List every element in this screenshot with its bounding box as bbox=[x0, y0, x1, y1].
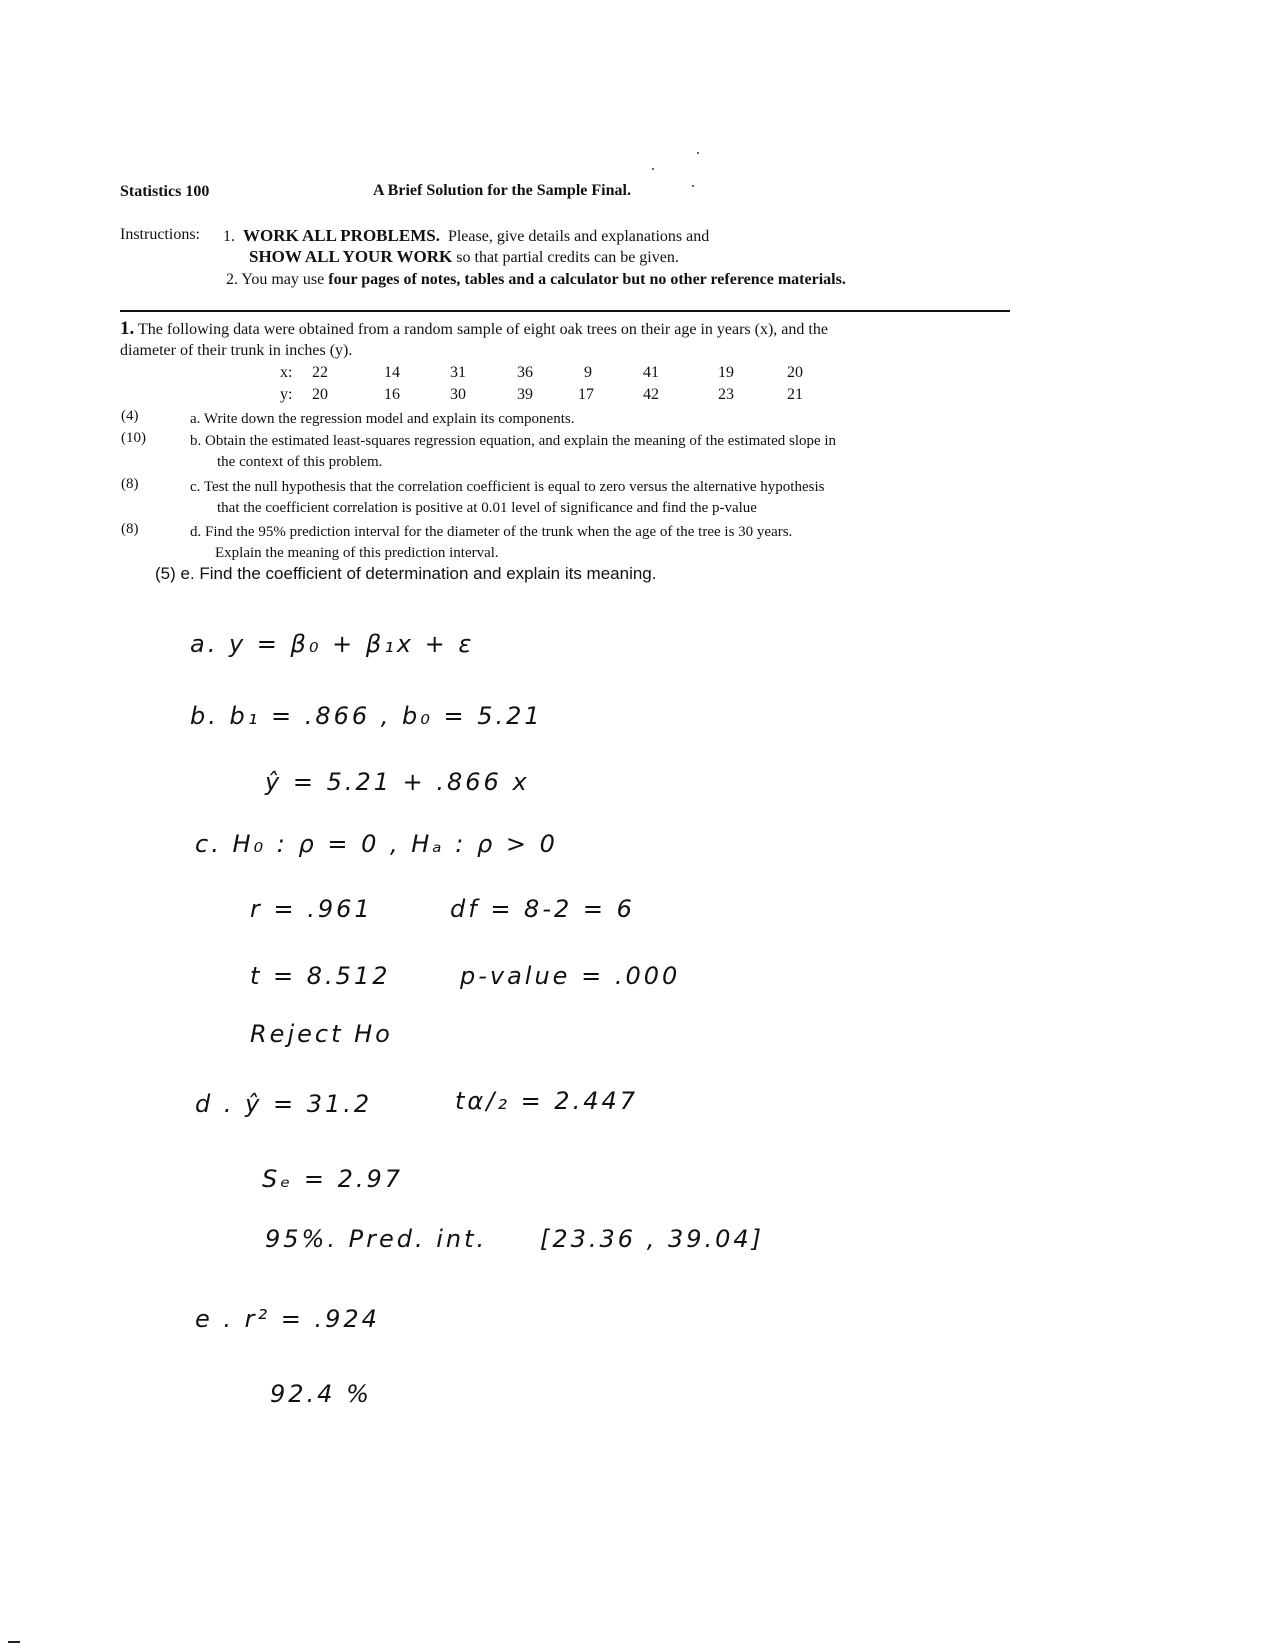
x-value: 36 bbox=[517, 364, 533, 381]
x-label: x: bbox=[280, 364, 293, 381]
x-value: 9 bbox=[584, 364, 592, 381]
solution-d-interval: [23.36 , 39.04] bbox=[540, 1225, 765, 1253]
part-c-points: (8) bbox=[121, 476, 139, 492]
scan-speck bbox=[652, 168, 654, 170]
part-b-text-2: the context of this problem. bbox=[217, 454, 383, 470]
solution-c-t: t = 8.512 bbox=[250, 962, 391, 990]
solution-c-hypotheses: c. H₀ : ρ = 0 , Hₐ : ρ > 0 bbox=[195, 830, 558, 858]
part-c-text-2: that the coefficient correlation is positive at 0.01 level of significance and find the p-value bbox=[217, 500, 757, 516]
solution-b-equation: ŷ = 5.21 + .866 x bbox=[265, 768, 530, 796]
part-a-text: a. Write down the regression model and explain its components. bbox=[190, 411, 575, 427]
instruction-1-text: Please, give details and explanations and bbox=[447, 228, 710, 245]
instruction-2 bbox=[226, 271, 846, 289]
part-c-text-1: c. Test the null hypothesis that the correlation coefficient is equal to zero versus the alternative hypothesis bbox=[190, 479, 825, 495]
solution-d-tcrit: tα/₂ = 2.447 bbox=[455, 1087, 639, 1115]
part-b-text-1: b. Obtain the estimated least-squares regression equation, and explain the meaning of the estimated slope in bbox=[190, 433, 837, 449]
problem-text-line-2: diameter of their trunk in inches (y). bbox=[120, 342, 353, 359]
instruction-2-text: You may use bbox=[241, 271, 325, 288]
course-title: Statistics 100 bbox=[120, 183, 210, 200]
y-data-row bbox=[0, 386, 1280, 408]
x-value: 41 bbox=[643, 364, 659, 381]
part-d-text-2: Explain the meaning of this prediction interval. bbox=[215, 545, 499, 561]
solution-c-pvalue: p-value = .000 bbox=[460, 962, 681, 990]
y-value: 39 bbox=[517, 386, 533, 403]
problem-text-line-1: The following data were obtained from a random sample of eight oak trees on their age in years (x), and the bbox=[137, 321, 828, 338]
instruction-1-continued bbox=[249, 247, 679, 267]
y-value: 42 bbox=[643, 386, 659, 403]
instruction-1-bold-2: SHOW ALL YOUR WORK bbox=[249, 247, 453, 266]
instruction-1 bbox=[223, 226, 709, 246]
y-label: y: bbox=[280, 386, 293, 403]
problem-number: 1. bbox=[120, 318, 135, 339]
x-data-row bbox=[0, 364, 1280, 386]
document-title: A Brief Solution for the Sample Final. bbox=[373, 182, 631, 199]
solution-c-df: df = 8-2 = 6 bbox=[450, 895, 635, 923]
part-a-points: (4) bbox=[121, 408, 139, 424]
instruction-1-text-2: so that partial credits can be given. bbox=[456, 249, 679, 266]
scan-mark bbox=[8, 1641, 20, 1643]
x-value: 20 bbox=[787, 364, 803, 381]
solution-a: a. y = β₀ + β₁x + ε bbox=[190, 630, 475, 658]
scan-speck bbox=[697, 152, 699, 154]
y-value: 20 bbox=[312, 386, 328, 403]
solution-d-se: Sₑ = 2.97 bbox=[262, 1165, 404, 1193]
solution-c-r: r = .961 bbox=[250, 895, 373, 923]
y-value: 16 bbox=[384, 386, 400, 403]
solution-c-decision: Reject Ho bbox=[250, 1020, 393, 1048]
y-value: 30 bbox=[450, 386, 466, 403]
solution-e-r2: e . r² = .924 bbox=[195, 1305, 380, 1333]
problem-1-intro bbox=[120, 318, 828, 341]
x-value: 22 bbox=[312, 364, 328, 381]
y-value: 17 bbox=[578, 386, 594, 403]
scan-speck bbox=[692, 185, 694, 187]
instructions-label: Instructions: bbox=[120, 226, 200, 243]
solution-d-yhat: d . ŷ = 31.2 bbox=[195, 1090, 373, 1118]
x-value: 31 bbox=[450, 364, 466, 381]
instruction-2-bold: four pages of notes, tables and a calculator but no other reference materials. bbox=[328, 271, 846, 288]
y-value: 23 bbox=[718, 386, 734, 403]
solution-d-label: 95%. Pred. int. bbox=[265, 1225, 488, 1253]
x-value: 14 bbox=[384, 364, 400, 381]
instruction-1-number: 1. bbox=[223, 228, 235, 245]
y-value: 21 bbox=[787, 386, 803, 403]
instruction-2-number: 2. bbox=[226, 271, 238, 288]
part-d-text-1: d. Find the 95% prediction interval for the diameter of the trunk when the age of the tree is 30 years. bbox=[190, 524, 793, 540]
part-e-text: (5) e. Find the coefficient of determination and explain its meaning. bbox=[155, 564, 657, 583]
part-d-points: (8) bbox=[121, 521, 139, 537]
instruction-1-bold: WORK ALL PROBLEMS. bbox=[243, 226, 440, 245]
solution-e-percent: 92.4 % bbox=[270, 1380, 372, 1408]
part-b-points: (10) bbox=[121, 430, 146, 446]
solution-b-coefficients: b. b₁ = .866 , b₀ = 5.21 bbox=[190, 702, 543, 730]
section-divider bbox=[120, 310, 1010, 312]
x-value: 19 bbox=[718, 364, 734, 381]
